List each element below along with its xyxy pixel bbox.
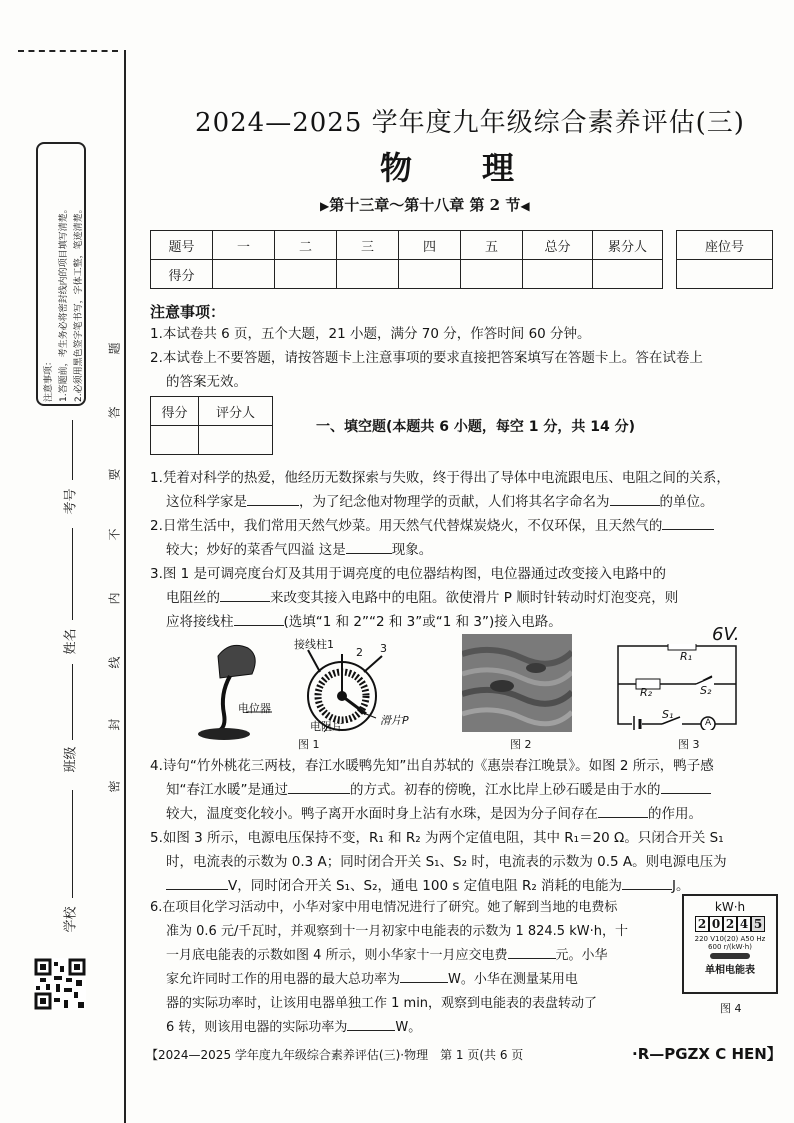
seal-word: 要 xyxy=(107,468,122,481)
fig3-label-r1: R₁ xyxy=(680,650,693,663)
grade-box xyxy=(150,396,273,455)
question-5: 5.如图 3 所示，电源电压保持不变，R₁ 和 R₂ 为两个定值电阻，其中 R₁＝20 Ω。只闭合开关 S₁ 时，电流表的示数为 0.3 A；同时闭合开关 S₁、S₂ 时，电流表的示数为 0.5 A。则电源电压为 V，同时闭合开关 S₁、S₂，通电 100 s 定值电阻 R₂ 消耗的电能为 J。 xyxy=(150,830,727,894)
left-arrow-icon: ▶ xyxy=(320,199,330,213)
question-6: 6.在项目化学习活动中，小华对家中用电情况进行了研究。她了解到当地的电费标 准为 0.6 元/千瓦时，并观察到十一月初家中电能表的示数为 1 824.5 kW·h，十 一月底电能表的示数如图 4 所示，则小华家十一月应交电费 元。小华 家允许同时工作的用电器的最大总功率为 W。小华在测量某用电 器的实际功率时，让该用电器单独工作 1 min，观察到电能表的表盘转动了 6 转，则该用电器的实际功率为 W。 xyxy=(150,900,628,1035)
fig1-num-3: 3 xyxy=(380,642,387,655)
meter-digit: 0 xyxy=(709,916,723,932)
meter-spec-1: 220 V10(20) A50 Hz xyxy=(694,935,766,943)
question-1: 1.凭着对科学的热爱，他经历无数探索与失败，终于得出了导体中电流跟电压、电阻之间的关系， 这位科学家是 ，为了纪念他对物理学的贡献，人们将其名字命名为 的单位。 xyxy=(150,470,730,510)
score-cell[interactable] xyxy=(461,260,523,289)
meter-unit: kW·h xyxy=(714,900,746,914)
fig1-label-post: 接线柱1 xyxy=(294,638,334,651)
fig1-num-2: 2 xyxy=(356,646,363,659)
score-table xyxy=(150,230,663,289)
grade-grader-cell[interactable] xyxy=(199,426,273,455)
answer-blank[interactable] xyxy=(247,492,299,506)
score-cell[interactable] xyxy=(399,260,461,289)
fig3-label-s2: S₂ xyxy=(700,684,712,697)
meter-name: 单相电能表 xyxy=(705,965,755,976)
fig4-caption: 图 4 xyxy=(720,1002,742,1015)
meter-spec-2: 600 r/(kW·h) xyxy=(708,943,752,951)
margin-notice-box xyxy=(36,142,86,406)
score-header-cell: 四 xyxy=(399,231,461,260)
fig3-ammeter: A xyxy=(705,718,712,728)
answer-blank[interactable] xyxy=(622,876,672,890)
qr-code-icon xyxy=(34,958,86,1010)
score-header-cell: 三 xyxy=(337,231,399,260)
fig3-caption: 图 3 xyxy=(678,738,700,751)
score-cell[interactable] xyxy=(523,260,593,289)
seat-label: 座位号 xyxy=(677,231,773,260)
score-header-cell: 题号 xyxy=(151,231,213,260)
notes-heading: 注意事项： xyxy=(150,303,226,321)
fig3-label-r2: R₂ xyxy=(640,686,653,699)
footer-code: ·R—PGZX C HEN】 xyxy=(632,1045,782,1063)
xingming-field-line[interactable] xyxy=(72,528,73,620)
question-4: 4.诗句“竹外桃花三两枝，春江水暖鸭先知”出自苏轼的《惠崇春江晚景》。如图 2 所示，鸭子感 知“春江水暖”是通过 的方式。初春的傍晚，江水比岸上砂石暖是由于水的 较大，温度变化较小。鸭子离开水面时身上沾有水珠，是因为分子间存在 的作用。 xyxy=(150,758,714,822)
score-header-cell: 一 xyxy=(213,231,275,260)
margin-notice-text: 注意事项： 1.答题前，考生务必将密封线内的项目填写清楚。 2.必须用黑色签字笔书写，字体工整，笔迹清楚。 xyxy=(44,204,84,402)
meter-digit: 2 xyxy=(723,916,737,932)
figure-3-circuit xyxy=(612,644,742,730)
score-cell[interactable] xyxy=(213,260,275,289)
answer-blank[interactable] xyxy=(662,516,714,530)
subject-title: 物理 xyxy=(380,149,585,187)
answer-blank[interactable] xyxy=(508,945,556,959)
answer-blank[interactable] xyxy=(346,540,392,554)
seal-word: 不 xyxy=(107,528,122,541)
fig3-label-s1: S₁ xyxy=(662,708,674,721)
answer-blank[interactable] xyxy=(400,969,448,983)
answer-blank[interactable] xyxy=(166,876,228,890)
meter-digits xyxy=(684,916,776,932)
xuexiao-field-line[interactable] xyxy=(72,790,73,898)
banji-field-line[interactable] xyxy=(72,664,73,740)
answer-blank[interactable] xyxy=(610,492,660,506)
fig2-caption: 图 2 xyxy=(510,738,532,751)
answer-blank[interactable] xyxy=(598,804,648,818)
binding-line xyxy=(124,50,126,1123)
seal-word: 答 xyxy=(107,406,122,419)
right-arrow-icon: ◀ xyxy=(520,199,530,213)
seat-table xyxy=(676,230,773,289)
question-3: 3.图 1 是可调亮度台灯及其用于调亮度的电位器结构图，电位器通过改变接入电路中的 电阻丝的 来改变其接入电路中的电阻。欲使滑片 P 顺时针转动时灯泡变亮，则 应将接线柱 (选填“1 和 2”“2 和 3”或“1 和 3”)接入电路。 xyxy=(150,566,679,630)
meter-digit-decimal: 5 xyxy=(751,916,765,932)
figure-2-photo xyxy=(462,634,572,732)
fig1-label-slider: 滑片P xyxy=(380,714,409,727)
grade-grader-label: 评分人 xyxy=(199,397,273,426)
meter-digit: 4 xyxy=(737,916,751,932)
xuexiao-field-label: 学校 xyxy=(63,906,79,933)
answer-blank[interactable] xyxy=(288,780,350,794)
seal-word: 密 xyxy=(107,780,122,793)
score-cell[interactable] xyxy=(337,260,399,289)
seal-word: 线 xyxy=(107,656,122,669)
banji-field-label: 班级 xyxy=(63,746,79,773)
score-cell[interactable] xyxy=(593,260,663,289)
seal-word: 内 xyxy=(107,592,122,605)
seat-cell[interactable] xyxy=(677,260,773,289)
fig3-handwritten-note: 6V. xyxy=(712,624,740,645)
answer-blank[interactable] xyxy=(234,612,284,626)
question-2: 2.日常生活中，我们常用天然气炒菜。用天然气代替煤炭烧火，不仅环保，且天然气的 较大；炒好的菜香气四溢 这是 现象。 xyxy=(150,514,780,562)
score-header-cell: 总分 xyxy=(523,231,593,260)
grade-score-label: 得分 xyxy=(151,397,199,426)
fig1-caption: 图 1 xyxy=(298,738,320,751)
exam-title: 2024—2025 学年度九年级综合素养评估(三) xyxy=(195,108,745,138)
score-header-cell: 累分人 xyxy=(593,231,663,260)
notes-body: 1.本试卷共 6 页，五个大题，21 小题，满分 70 分，作答时间 60 分钟。 2.本试卷上不要答题，请按答题卡上注意事项的要求直接把答案填写在答题卡上。答在试卷上 的答案无效。 xyxy=(150,326,703,390)
xingming-field-label: 姓名 xyxy=(63,628,79,655)
section-title: 一、填空题(本题共 6 小题，每空 1 分，共 14 分) xyxy=(316,419,636,435)
score-header-cell: 二 xyxy=(275,231,337,260)
answer-blank[interactable] xyxy=(220,588,270,602)
grade-score-cell[interactable] xyxy=(151,426,199,455)
answer-blank[interactable] xyxy=(661,780,711,794)
fig1-label-pot: 电位器 xyxy=(238,702,271,715)
score-header-cell: 五 xyxy=(461,231,523,260)
kaohao-field-label: 考号 xyxy=(63,488,79,515)
page-footer: 【2024—2025 学年度九年级综合素养评估(三)·物理 第 1 页(共 6 页 xyxy=(146,1048,524,1062)
kaohao-field-line[interactable] xyxy=(72,420,73,480)
score-row-label: 得分 xyxy=(151,260,213,289)
answer-blank[interactable] xyxy=(347,1017,395,1031)
binding-dashed-line xyxy=(18,50,118,52)
figure-4-energy-meter xyxy=(682,894,778,994)
meter-disc-icon xyxy=(710,953,750,959)
seal-word: 封 xyxy=(107,718,122,731)
score-cell[interactable] xyxy=(275,260,337,289)
fig1-label-res: 电阻片 xyxy=(310,720,343,733)
seal-word: 题 xyxy=(107,342,122,355)
meter-digit: 2 xyxy=(695,916,709,932)
chapter-scope: ▶第十三章～第十八章 第 2 节◀ xyxy=(320,196,530,214)
